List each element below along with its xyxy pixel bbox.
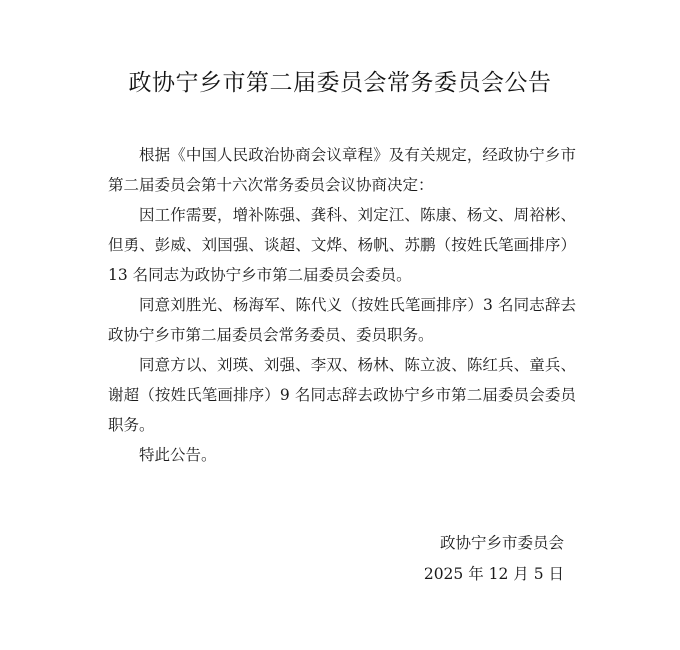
paragraph-additions: 因工作需要，增补陈强、龚科、刘定江、陈康、杨文、周裕彬、但勇、彭威、刘国强、谈超、文烨、杨帆、苏鹏（按姓氏笔画排序）13 名同志为政协宁乡市第二届委员会委员。	[108, 206, 576, 284]
document-title: 政协宁乡市第二届委员会常务委员会公告	[128, 70, 552, 96]
paragraph-resign-standing: 同意刘胜光、杨海军、陈代义（按姓氏笔画排序）3 名同志辞去政协宁乡市第二届委员会常务委员、委员职务。	[108, 296, 576, 344]
issuer-signature: 政协宁乡市委员会	[439, 534, 564, 552]
paragraph-closing: 特此公告。	[139, 446, 217, 464]
announcement-body	[108, 140, 576, 470]
paragraph-intro: 根据《中国人民政治协商会议章程》及有关规定，经政协宁乡市第二届委员会第十六次常务委员会议协商决定：	[108, 146, 576, 194]
issue-date: 2025 年 12 月 5 日	[423, 565, 564, 583]
paragraph-resign-members: 同意方以、刘瑛、刘强、李双、杨林、陈立波、陈红兵、童兵、谢超（按姓氏笔画排序）9 名同志辞去政协宁乡市第二届委员会委员职务。	[108, 356, 576, 434]
